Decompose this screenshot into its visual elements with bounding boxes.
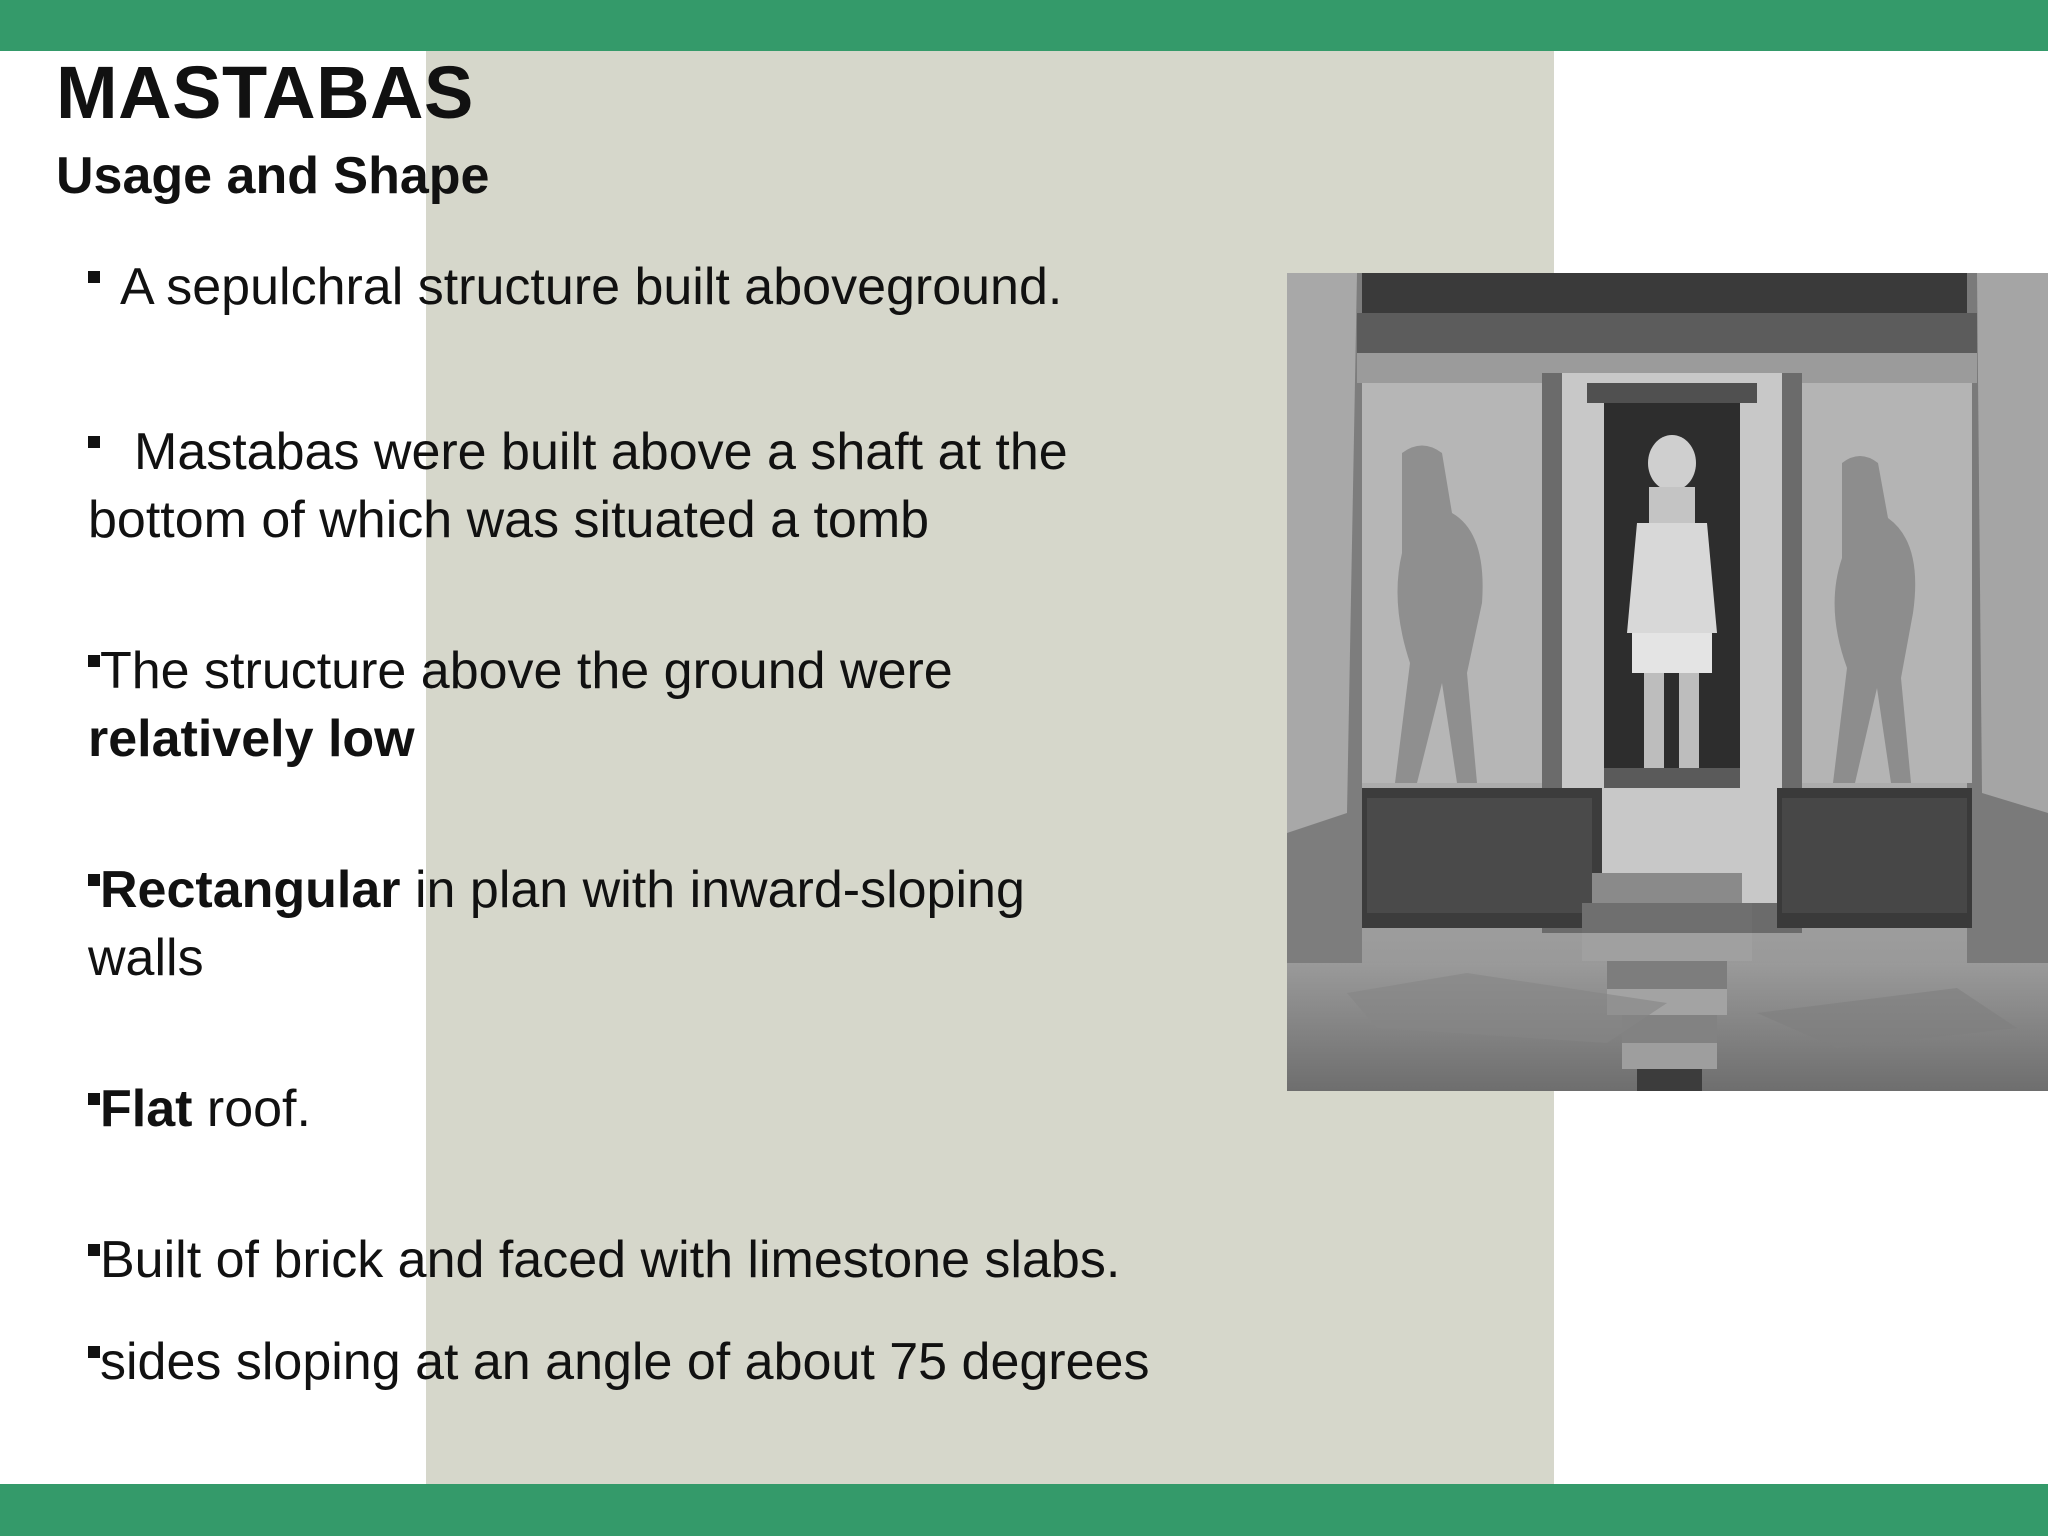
mastaba-tomb-photo (1287, 273, 2048, 1091)
bullet-item (88, 1226, 1288, 1294)
square-bullet-icon (88, 436, 100, 448)
bullet-item (88, 637, 1288, 773)
bullet-text-continued: walls (88, 929, 204, 987)
bullet-text-bold: Rectangular (100, 861, 401, 919)
square-bullet-icon (88, 874, 100, 886)
bullet-text: in plan with inward-sloping (400, 861, 1025, 919)
square-bullet-icon (88, 1244, 100, 1256)
slide-title: MASTABAS (56, 51, 474, 134)
bullet-text: roof. (192, 1080, 311, 1138)
bullet-text: sides sloping at an angle of about 75 degrees (100, 1333, 1150, 1391)
bullet-text: Mastabas were built above a shaft at the (134, 423, 1068, 481)
square-bullet-icon (88, 655, 100, 667)
bullet-text: The structure above the ground were (100, 642, 953, 700)
bullet-item (88, 1075, 1288, 1143)
bottom-accent-band (0, 1484, 2048, 1536)
bullet-text: Built of brick and faced with limestone slabs. (100, 1231, 1121, 1289)
slide-subtitle: Usage and Shape (56, 147, 490, 205)
square-bullet-icon (88, 1346, 100, 1358)
bullet-text: A sepulchral structure built aboveground. (120, 258, 1063, 316)
bullet-item (88, 1328, 1288, 1396)
bullet-text-bold: Flat (100, 1080, 193, 1138)
square-bullet-icon (88, 271, 100, 283)
bullet-item (88, 253, 1288, 321)
bullet-item (88, 418, 1288, 554)
bullet-text-bold: relatively low (88, 710, 415, 768)
square-bullet-icon (88, 1093, 100, 1105)
top-accent-band (0, 0, 2048, 51)
bullet-item (88, 856, 1288, 992)
bullet-text-continued: bottom of which was situated a tomb (88, 491, 930, 549)
